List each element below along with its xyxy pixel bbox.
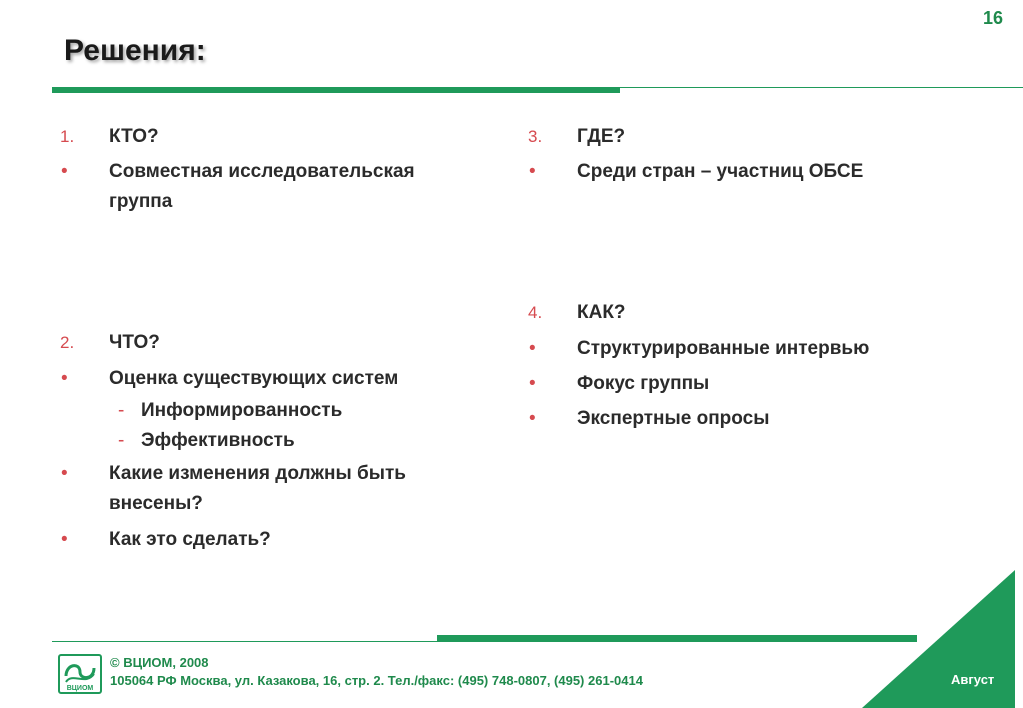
section-2-bullet-3: Как это сделать? (109, 529, 271, 550)
section-4-bullet-3: Экспертные опросы (577, 408, 770, 429)
footer-month: Август (951, 672, 995, 687)
footer-copyright: © ВЦИОМ, 2008 (110, 655, 209, 670)
bullet-marker: • (61, 368, 68, 389)
section-2-heading: ЧТО? (109, 332, 160, 353)
vciom-logo (58, 654, 102, 694)
section-4-heading: КАК? (577, 302, 626, 323)
bullet-marker: • (61, 161, 68, 182)
section-4-bullet-1: Структурированные интервью (577, 338, 870, 359)
bottom-divider-thick (437, 635, 917, 642)
section-4-bullet-2: Фокус группы (577, 373, 710, 394)
section-1-bullet-1-line-2: группа (109, 191, 173, 212)
bullet-marker: • (529, 161, 536, 182)
bullet-marker: • (529, 373, 536, 394)
bullet-marker: • (529, 338, 536, 359)
bullet-marker: • (61, 529, 68, 550)
bullet-marker: • (61, 463, 68, 484)
section-3-bullet-1: Среди стран – участниц ОБСЕ (577, 161, 864, 182)
logo-text: ВЦИОМ (66, 685, 94, 692)
section-3-number: 3. (528, 127, 543, 146)
section-2-subitem-2: Эффективность (141, 430, 295, 451)
section-1-heading: КТО? (109, 126, 159, 147)
section-2-subitem-1: Информированность (141, 400, 343, 421)
footer-address: 105064 РФ Москва, ул. Казакова, 16, стр. 2. Тел./факс: (495) 748-0807, (495) 261-0414 (110, 673, 643, 688)
section-2-bullet-2-line-2: внесены? (109, 493, 203, 514)
section-1-number: 1. (60, 127, 75, 146)
section-2-bullet-1: Оценка существующих систем (109, 368, 399, 389)
section-1-bullet-1-line-1: Совместная исследовательская (109, 161, 415, 182)
dash-marker: - (118, 400, 125, 421)
section-4-number: 4. (528, 303, 543, 322)
bullet-marker: • (529, 408, 536, 429)
section-3-heading: ГДЕ? (577, 126, 626, 147)
bottom-divider-thin (52, 641, 437, 642)
dash-marker: - (118, 430, 125, 451)
section-2-number: 2. (60, 333, 75, 352)
section-2-bullet-2-line-1: Какие изменения должны быть (109, 463, 406, 484)
page-number: 16 (982, 8, 1003, 28)
slide-title: Решения: (64, 34, 206, 67)
